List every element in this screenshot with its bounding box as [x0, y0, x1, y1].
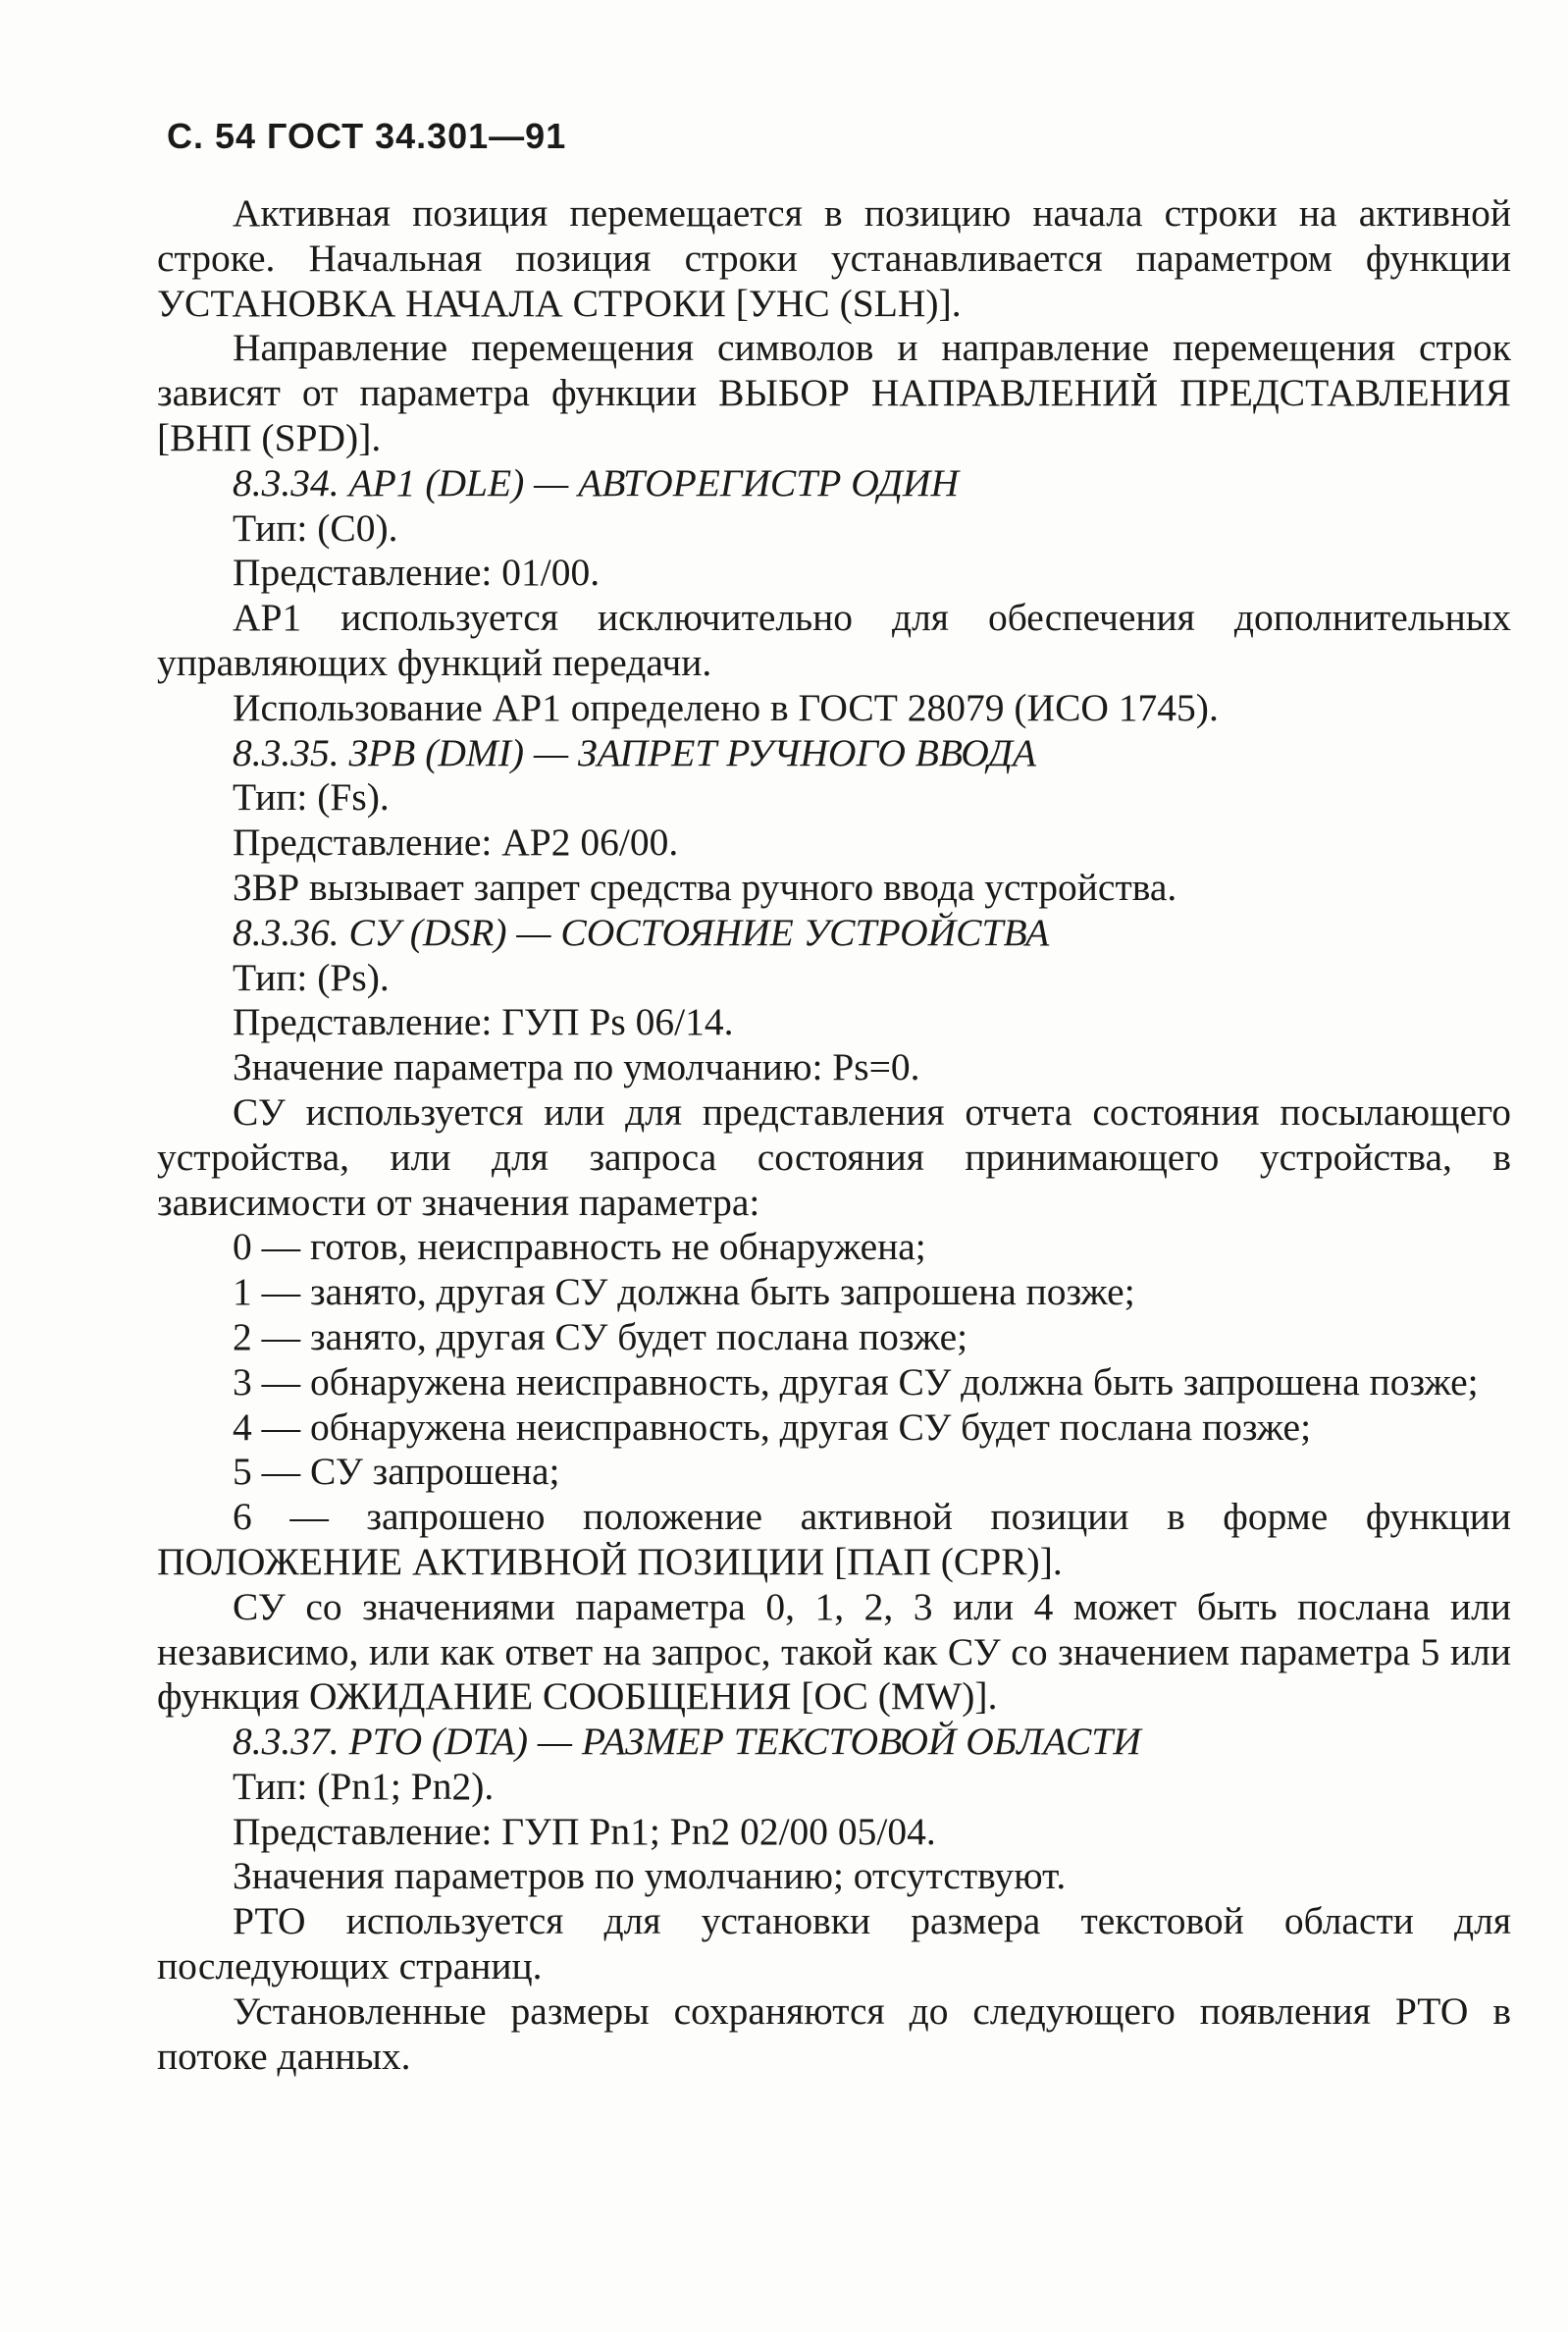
section-heading: 8.3.37. РТО (DTA) — РАЗМЕР ТЕКСТОВОЙ ОБЛАСТИ: [233, 1720, 1141, 1764]
paragraph: СУ со значениями параметра 0, 1, 2, 3 или 4 может быть послана или независимо, или как ответ на запрос, такой как СУ со значением параметра 5 или функция ОЖИДАНИЕ СООБЩЕНИЯ [ОС (MW)].: [157, 1584, 1511, 1719]
page-header: С. 54 ГОСТ 34.301—91: [167, 116, 567, 156]
paragraph: Тип: (Pn1; Pn2).: [233, 1764, 495, 1808]
paragraph: АР1 используется исключительно для обеспечения дополнительных управляющих функций передачи.: [157, 596, 1511, 684]
paragraph: Установленные размеры сохраняются до следующего появления РТО в потоке данных.: [157, 1988, 1511, 2078]
section-heading: 8.3.35. ЗРВ (DMI) — ЗАПРЕТ РУЧНОГО ВВОДА: [233, 730, 1037, 774]
list-item: 4 — обнаружена неисправность, другая СУ будет послана позже;: [233, 1404, 1312, 1449]
paragraph: Значения параметров по умолчанию; отсутствуют.: [233, 1854, 1067, 1898]
paragraph: ЗВР вызывает запрет средства ручного ввода устройства.: [233, 865, 1177, 909]
paragraph: РТО используется для установки размера текстовой области для последующих страниц.: [157, 1899, 1511, 1988]
list-item: 0 — готов, неисправность не обнаружена;: [233, 1225, 926, 1269]
paragraph: Тип: (Fs).: [233, 775, 390, 820]
paragraph: Представление: АР2 06/00.: [233, 821, 679, 865]
section-heading: 8.3.36. СУ (DSR) — СОСТОЯНИЕ УСТРОЙСТВА: [233, 910, 1050, 954]
paragraph: Направление перемещения символов и направление перемещения строк зависят от параметра функции ВЫБОР НАПРАВЛЕНИЙ ПРЕДСТАВЛЕНИЯ [ВНП (SPD)].: [157, 326, 1511, 459]
paragraph: Представление: ГУП Ps 06/14.: [233, 1000, 734, 1044]
list-item: 3 — обнаружена неисправность, другая СУ должна быть запрошена позже;: [233, 1359, 1479, 1404]
page-body: [157, 191, 1511, 2079]
paragraph: Использование АР1 определено в ГОСТ 28079 (ИСО 1745).: [233, 685, 1219, 729]
paragraph: СУ используется или для представления отчета состояния посылающего устройства, или для запроса состояния принимающего устройства, в зависимости от значения параметра:: [157, 1089, 1511, 1224]
list-item: 2 — занято, другая СУ будет послана позже;: [233, 1314, 968, 1358]
paragraph: Представление: 01/00.: [233, 551, 601, 595]
list-item: 6 — запрошено положение активной позиции в форме функции ПОЛОЖЕНИЕ АКТИВНОЙ ПОЗИЦИИ [ПАП (CPR)].: [157, 1495, 1511, 1583]
list-item: 5 — СУ запрошена;: [233, 1450, 560, 1494]
paragraph: Значение параметра по умолчанию: Ps=0.: [233, 1045, 920, 1089]
paragraph: Активная позиция перемещается в позицию начала строки на активной строке. Начальная позиция строки устанавливается параметром функции УСТАНОВКА НАЧАЛА СТРОКИ [УНС (SLH)].: [157, 191, 1511, 325]
section-heading: 8.3.34. АР1 (DLE) — АВТОРЕГИСТР ОДИН: [233, 460, 959, 504]
paragraph: Тип: (С0).: [233, 505, 398, 550]
paragraph: Представление: ГУП Pn1; Pn2 02/00 05/04.: [233, 1809, 936, 1853]
paragraph: Тип: (Ps).: [233, 955, 390, 999]
list-item: 1 — занято, другая СУ должна быть запрошена позже;: [233, 1270, 1135, 1314]
